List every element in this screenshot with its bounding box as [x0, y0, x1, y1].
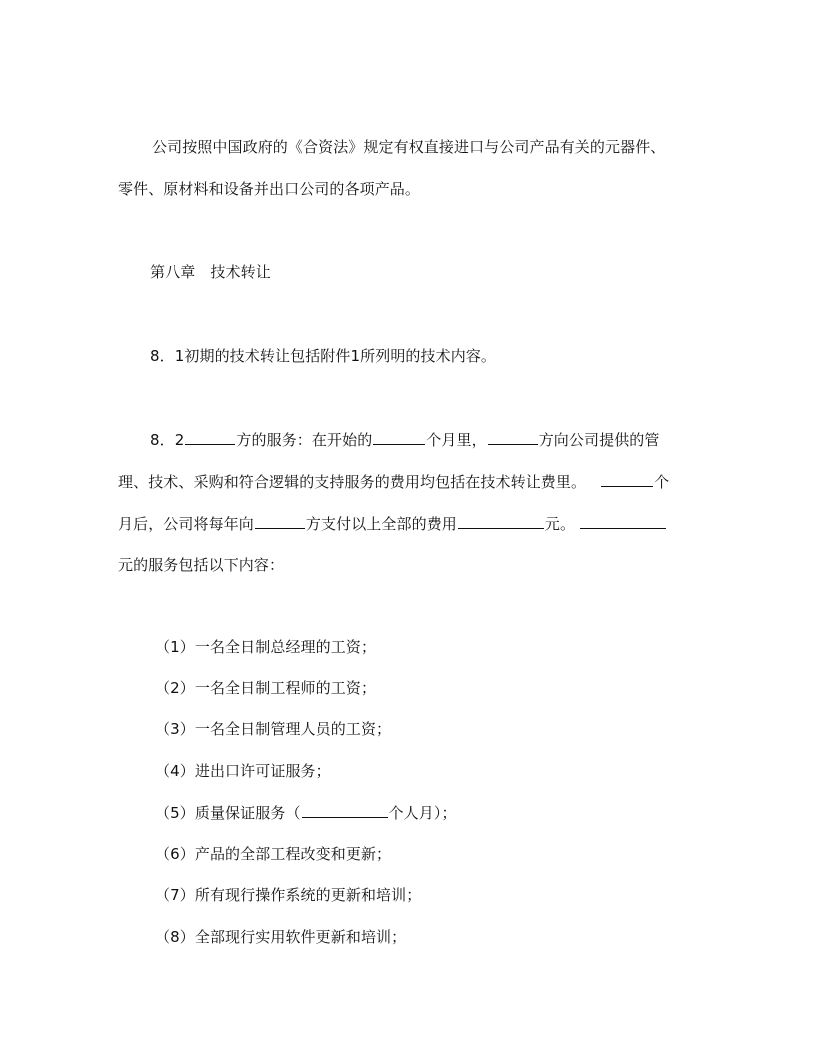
clause-8-2-number: 8．2 — [150, 431, 185, 449]
blank-amount — [458, 513, 544, 529]
clause-8-2-line-3 — [118, 513, 667, 534]
blank-months-2 — [601, 471, 653, 487]
service-item-5-text: （5）质量保证服务（ — [155, 804, 301, 822]
blank-months — [373, 429, 425, 445]
clause-8-2-text-a: 方的服务：在开始的 — [236, 431, 373, 449]
blank-amount-2 — [580, 513, 666, 529]
service-item-1: （1）一名全日制总经理的工资； — [155, 638, 377, 656]
service-item-5 — [155, 802, 457, 823]
service-item-3: （3）一名全日制管理人员的工资； — [155, 720, 392, 738]
blank-party-2 — [488, 429, 538, 445]
blank-party-3 — [255, 513, 305, 529]
clause-8-2-text-c: 方向公司提供的管 — [538, 431, 660, 449]
clause-8-2-line-2-text: 理、技术、采购和符合逻辑的支持服务的费用均包括在技术转让费里。 — [118, 473, 587, 491]
chapter-heading: 第八章 技术转让 — [150, 263, 271, 281]
service-item-8: （8）全部现行实用软件更新和培训； — [155, 928, 407, 946]
service-item-2: （2）一名全日制工程师的工资； — [155, 679, 377, 697]
clause-8-2-line-1 — [150, 429, 660, 450]
clause-8-2-line-2 — [118, 471, 669, 492]
blank-party — [185, 429, 235, 445]
service-item-6: （6）产品的全部工程改变和更新； — [155, 845, 392, 863]
service-item-4: （4）进出口许可证服务； — [155, 762, 331, 780]
clause-8-2-line-2-tail: 个 — [654, 473, 670, 491]
clause-8-1: 8．1初期的技术转让包括附件1所列明的技术内容。 — [150, 347, 497, 365]
clause-8-2-line-3-text-c: 元。 — [544, 515, 576, 533]
blank-person-months — [302, 802, 388, 818]
clause-8-2-line-3-text-b: 方支付以上全部的费用 — [305, 515, 457, 533]
paragraph-rights-line-2: 零件、原材料和设备并出口公司的各项产品。 — [118, 180, 421, 198]
clause-8-2-line-3-text-a: 月后，公司将每年向 — [118, 515, 254, 533]
service-item-7: （7）所有现行操作系统的更新和培训； — [155, 886, 422, 904]
service-item-5-tail: 个人月）； — [388, 804, 457, 822]
paragraph-rights-line-1: 公司按照中国政府的《合资法》规定有权直接进口与公司产品有关的元器件、 — [152, 138, 666, 156]
clause-8-2-line-4: 元的服务包括以下内容： — [118, 556, 285, 574]
clause-8-2-text-b: 个月里， — [426, 431, 487, 449]
